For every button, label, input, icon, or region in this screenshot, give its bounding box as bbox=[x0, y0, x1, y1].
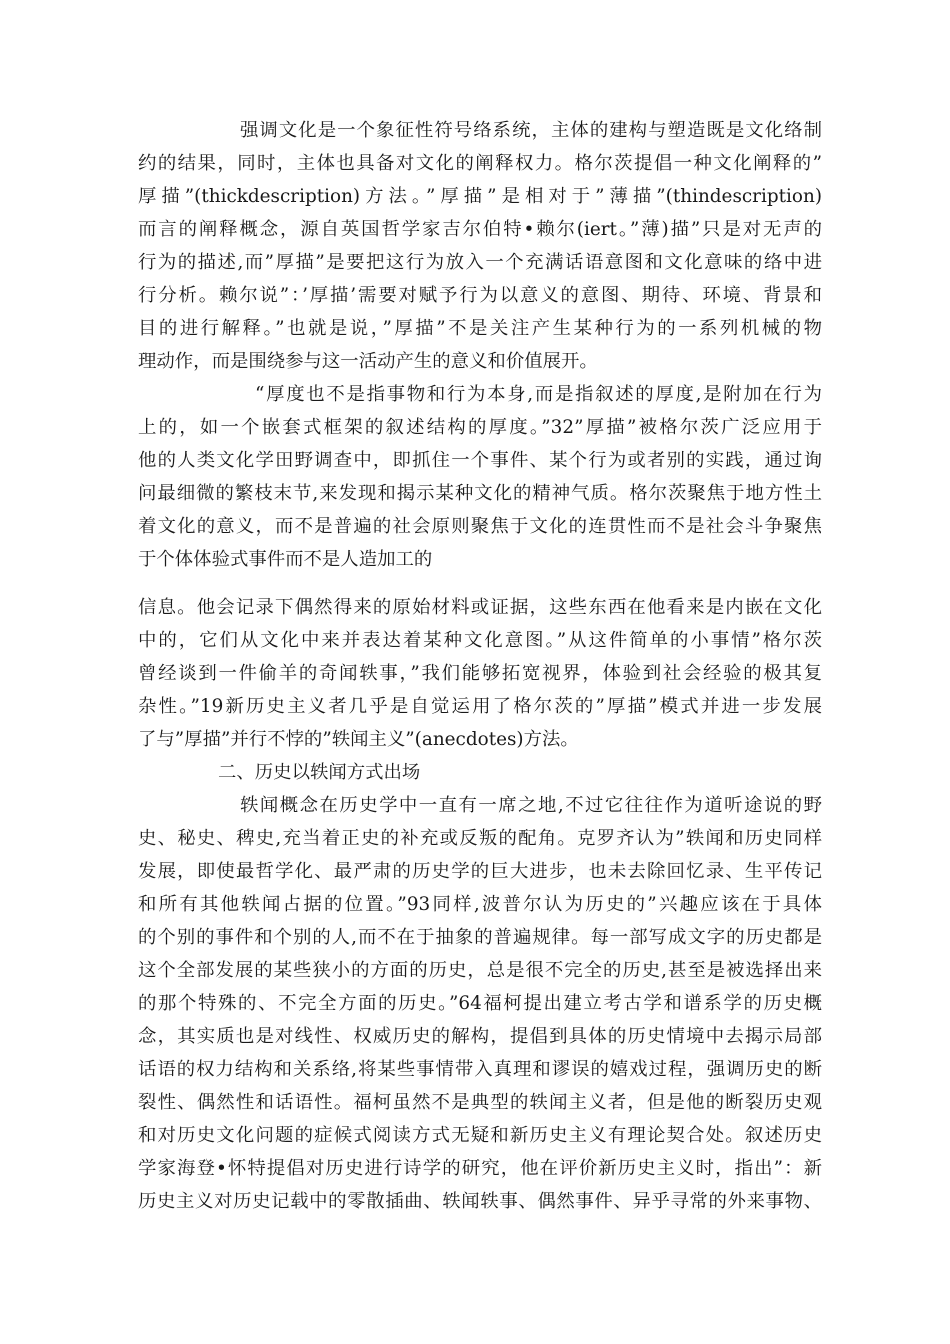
paragraph-line: 曾经谈到一件偷羊的奇闻轶事，”我们能够拓宽视界，体验到社会经验的极其复 bbox=[138, 663, 822, 684]
paragraph-line: 话语的权力结构和关系络,将某些事情带入真理和谬误的嬉戏过程，强调历史的断 bbox=[138, 1059, 822, 1080]
paragraph-line: 历史主义对历史记载中的零散插曲、轶闻轶事、偶然事件、异乎寻常的外来事物、 bbox=[138, 1191, 822, 1212]
paragraph-line: 的那个特殊的、不完全方面的历史。”64福柯提出建立考古学和谱系学的历史概 bbox=[138, 993, 822, 1014]
paragraph-line: 他的人类文化学田野调查中，即抓住一个事件、某个行为或者别的实践，通过询 bbox=[138, 450, 822, 471]
paragraph-line: 和对历史文化问题的症候式阅读方式无疑和新历史主义有理论契合处。叙述历史 bbox=[138, 1125, 822, 1146]
paragraph-line: 行为的描述,而”厚描”是要把这行为放入一个充满话语意图和文化意味的络中进 bbox=[138, 252, 822, 273]
paragraph-line: 的个别的事件和个别的人,而不在于抽象的普遍规律。每一部写成文字的历史都是 bbox=[138, 927, 822, 948]
paragraph-line: 发展，即使最哲学化、最严肃的历史学的巨大进步，也未去除回忆录、生平传记 bbox=[138, 861, 822, 882]
paragraph-line: 了与”厚描”并行不悖的”轶闻主义”(anecdotes)方法。 bbox=[138, 729, 579, 750]
paragraph-line: 强调文化是一个象征性符号络系统，主体的建构与塑造既是文化络制 bbox=[240, 120, 822, 141]
paragraph-line: “厚度也不是指事物和行为本身,而是指叙述的厚度,是附加在行为 bbox=[255, 384, 822, 405]
paragraph-line: 裂性、偶然性和话语性。福柯虽然不是典型的轶闻主义者，但是他的断裂历史观 bbox=[138, 1092, 822, 1113]
paragraph-line: 约的结果，同时，主体也具备对文化的阐释权力。格尔茨提倡一种文化阐释的” bbox=[138, 153, 822, 174]
paragraph-line: 上的，如一个嵌套式框架的叙述结构的厚度。”32”厚描”被格尔茨广泛应用于 bbox=[138, 417, 822, 438]
paragraph-line: 学家海登•怀特提倡对历史进行诗学的研究，他在评价新历史主义时，指出”：新 bbox=[138, 1158, 822, 1179]
paragraph-line: 而言的阐释概念，源自英国哲学家吉尔伯特•赖尔(iert。”薄)描”只是对无声的 bbox=[138, 219, 822, 240]
paragraph-line: 于个体体验式事件而不是人造加工的 bbox=[138, 549, 433, 570]
paragraph-line: 这个全部发展的某些狭小的方面的历史，总是很不完全的历史,甚至是被选择出来 bbox=[138, 960, 822, 981]
paragraph-line: 问最细微的繁枝末节,来发现和揭示某种文化的精神气质。格尔茨聚焦于地方性土 bbox=[138, 483, 822, 504]
paragraph-line: 史、秘史、稗史,充当着正史的补充或反叛的配角。克罗齐认为”轶闻和历史同样 bbox=[138, 828, 822, 849]
paragraph-line: 理动作，而是围绕参与这一活动产生的意义和价值展开。 bbox=[138, 351, 598, 372]
paragraph-line: 目的进行解释。”也就是说，”厚描”不是关注产生某种行为的一系列机械的物 bbox=[138, 318, 822, 339]
paragraph-line: 着文化的意义，而不是普遍的社会原则聚焦于文化的连贯性而不是社会斗争聚焦 bbox=[138, 516, 822, 537]
paragraph-line: 念，其实质也是对线性、权威历史的解构，提倡到具体的历史情境中去揭示局部 bbox=[138, 1026, 822, 1047]
paragraph-line: 中的，它们从文化中来并表达着某种文化意图。”从这件简单的小事情”格尔茨 bbox=[138, 630, 822, 651]
section-heading: 二、历史以轶闻方式出场 bbox=[218, 762, 421, 783]
paragraph-line: 杂性。”19新历史主义者几乎是自觉运用了格尔茨的”厚描”模式并进一步发展 bbox=[138, 696, 822, 717]
paragraph-line: 厚描”(thickdescription)方法。”厚描”是相对于”薄描”(thindescription) bbox=[138, 186, 822, 207]
paragraph-line: 信息。他会记录下偶然得来的原始材料或证据，这些东西在他看来是内嵌在文化 bbox=[138, 597, 822, 618]
paragraph-line: 行分析。赖尔说”：’厚描’需要对赋予行为以意义的意图、期待、环境、背景和 bbox=[138, 285, 822, 306]
paragraph-line: 和所有其他轶闻占据的位置。”93同样,波普尔认为历史的”兴趣应该在于具体 bbox=[138, 894, 822, 915]
paragraph-line: 轶闻概念在历史学中一直有一席之地,不过它往往作为道听途说的野 bbox=[240, 795, 822, 816]
